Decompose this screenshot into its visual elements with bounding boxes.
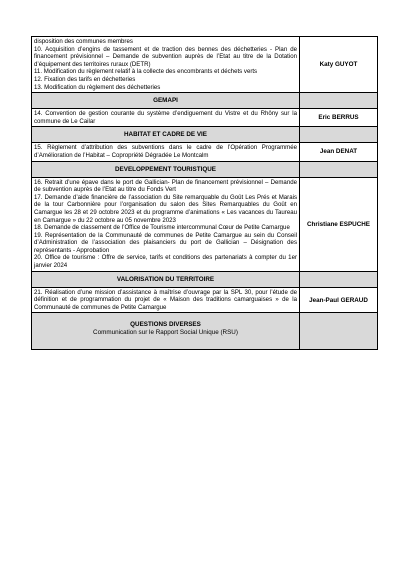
section-empty-cell [300,271,378,287]
responsible-name: Katy GUYOT [300,37,378,93]
agenda-item: 18. Demande de classement de l’Office de Tourisme intercommunal Cœur de Petite Camargue [34,224,290,232]
responsible-name: Jean-Paul GERAUD [300,287,378,313]
agenda-table [31,36,378,350]
section-title: VALORISATION DU TERRITOIRE [32,271,300,287]
questions-empty-cell [300,313,378,350]
agenda-item: 14. Convention de gestion courante du système d’endiguement du Vistre et du Rhôny sur la commune de Le Cailar [34,110,297,125]
questions-cell [32,313,300,350]
section-title: GEMAPI [32,93,300,109]
section-row [32,161,378,177]
agenda-items-cell [32,109,300,127]
agenda-items-cell [32,287,300,313]
agenda-item: 13. Modification du règlement des déchetteries [34,83,161,91]
agenda-row [32,109,378,127]
agenda-item: 21. Réalisation d’une mission d’assistance à maîtrise d’ouvrage par la SPL 30, pour l’étude de définition et de programmation du projet de « Maison des traditions camarguaises » de la Communauté de communes de Petite Camargue [34,288,297,311]
responsible-name: Christiane ESPUCHE [300,177,378,271]
section-title: DEVELOPPEMENT TOURISTIQUE [32,161,300,177]
section-empty-cell [300,127,378,143]
section-row [32,271,378,287]
agenda-item: 20. Office de tourisme : Offre de service, tarifs et conditions des partenariats à compter du 1er janvier 2024 [34,254,297,270]
section-row [32,127,378,143]
agenda-item: 19. Représentation de la Communauté de communes de Petite Camargue au sein du Conseil d’Administration de l’association des plaisanciers du port de Gallician – Désignation des représentants - Approbation [34,231,297,254]
agenda-item: 10. Acquisition d’engins de tassement et de traction des bennes des déchetteries - Plan de financement prévisionnel – Demande de subvention auprès de l’Etat au titre de la Dotation d’équipement des territoires ruraux (DETR) [34,45,297,68]
agenda-items-cell [32,37,300,93]
responsible-name: Jean DENAT [300,143,378,161]
agenda-item: 15. Règlement d’attribution des subventions dans le cadre de l’Opération Programmée d’Amélioration de l’Habitat – Copropriété Dégradée Le Montcalm [34,144,297,159]
agenda-row [32,143,378,161]
agenda-row [32,177,378,271]
agenda-item: 17. Demande d’aide financière de l’association du Site remarquable du Goût Les Prés et Marais de la tour Carbonnière pour l’organisation du salon des Sites Remarquables du Goût en Camargue les 28 et 29 octobre 2023 et du programme d’animations « Les vacances du Taureau en Camargue » du 22 octobre au 05 novembre 2023 [34,193,297,224]
section-empty-cell [300,161,378,177]
questions-row [32,313,378,350]
agenda-row [32,37,378,93]
agenda-item: disposition des communes membres [34,38,133,45]
agenda-items-cell [32,177,300,271]
questions-title: QUESTIONS DIVERSES [130,321,201,329]
section-title: HABITAT ET CADRE DE VIE [32,127,300,143]
section-row [32,93,378,109]
agenda-item: 12. Fixation des tarifs en déchetteries [34,75,136,83]
agenda-items-cell [32,143,300,161]
questions-subtitle: Communication sur le Rapport Social Unique (RSU) [93,329,238,337]
section-empty-cell [300,93,378,109]
agenda-item: 11. Modification du règlement relatif à la collecte des encombrants et déchets verts [34,68,258,76]
agenda-row [32,287,378,313]
responsible-name: Eric BERRUS [300,109,378,127]
agenda-item: 16. Retrait d’une épave dans le port de Gallician- Plan de financement prévisionnel – Demande de subvention auprès de l’Etat au titre du Fonds Vert [34,178,297,194]
